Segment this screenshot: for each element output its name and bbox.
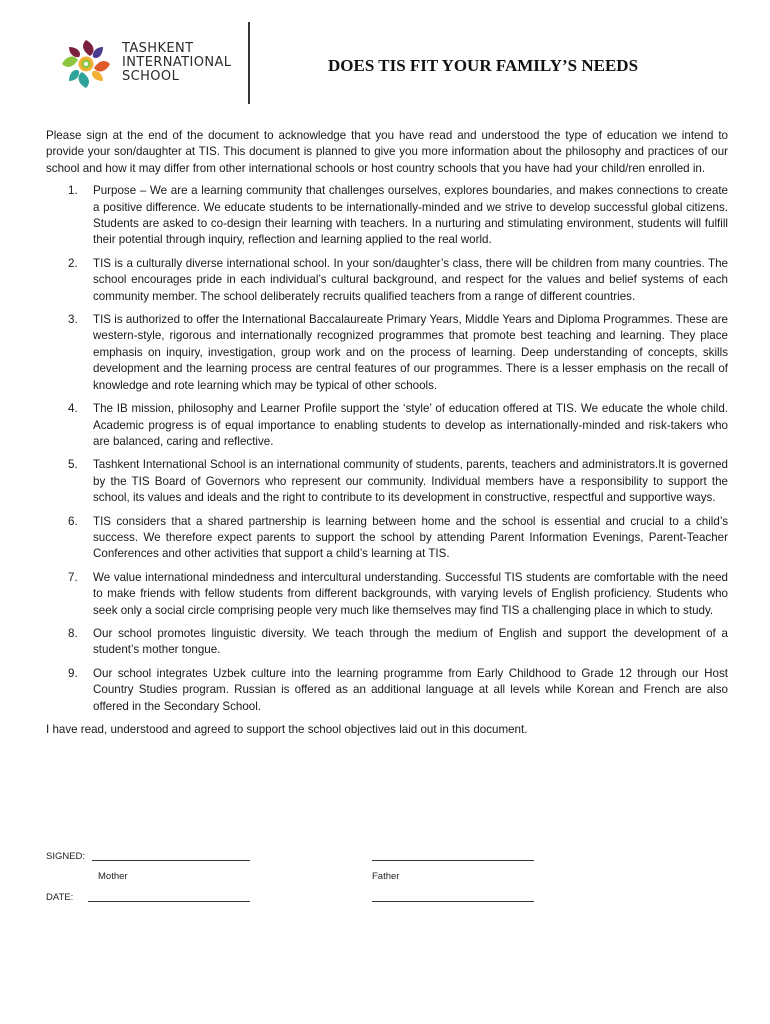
list-item-text: TIS is a culturally diverse international school. In your son/daughter’s class, there will be children from many countries. The school encourages pride in each individual’s cultural background, and respect for the values and belief systems of each community member. The school deliberately recruits qualified teachers from a range of different countries. [93,256,728,303]
school-name-line-1: TASHKENT [122,41,194,56]
mother-signature-line[interactable] [92,860,250,861]
school-name [122,42,231,84]
list-item-number: 8. [68,626,78,640]
list-item-text: The IB mission, philosophy and Learner Profile support the ‘style’ of education offered at TIS. We educate the whole child. Academic progress is of equal importance to enabling students to develop as internationally-minded and risk-takers who are balanced, caring and reflective. [93,402,728,448]
list-item-text: TIS is authorized to offer the International Baccalaureate Primary Years, Middle Years and Diploma Programmes. These are western-style, rigorous and internationally recognized programmes that promote best teaching and learning. They place emphasis on inquiry, investigation, group work and on the process of learning. Deep understanding of concepts, skills development and the learning process are central features of our programmes. There is a lesser emphasis on the recall of knowledge and rote learning which may be typical of other schools. [93,313,728,392]
list-item-text: Tashkent International School is an international community of students, parents, teachers and administrators.It is governed by the TIS Board of Governors who represent our community. Individual members have a responsibility to support the school, its values and ideals and the right to contribute to its development in constructive, respectful and supportive ways. [93,458,728,505]
intro-paragraph: Please sign at the end of the document to acknowledge that you have read and understood the type of education we intend to provide your son/daughter at TIS. This document is planned to give you more information about the philosophy and practices of our school and how it may differ from other international schools or host country schools that you have had your child/ren enrolled in. [46,129,728,175]
list-item [46,401,728,450]
list-item-text: Our school promotes linguistic diversity. We teach through the medium of English and support the development of a student’s mother tongue. [93,626,728,657]
list-item-number: 3. [68,313,78,327]
father-signature-line[interactable] [372,860,534,861]
list-item [46,457,728,506]
list-item [46,183,728,249]
list-item-text: Purpose – We are a learning community that challenges ourselves, explores boundaries, and makes connections to create a positive difference. We educate students to be internationally-minded and we strive to develop successful global citizens. Students are asked to co-design their learning with teachers. In a nurturing and stimulating environment, students will fulfill their potential through inquiry, reflection and learning applied to the real world. [93,184,728,247]
father-label: Father [372,871,400,882]
acknowledgement-statement: I have read, understood and agreed to support the school objectives laid out in this document. [46,723,528,736]
document-body [46,128,728,738]
list-item-text: We value international mindedness and intercultural understanding. Successful TIS students are comfortable with the need to make friends with fellow students from different backgrounds, with varying levels of English proficiency. Students who seek only a social circle comprising people very much like themselves may find TIS a challenging place in which to study. [93,570,728,617]
header-divider [248,22,250,104]
flower-logo-icon [60,38,112,90]
list-item-text: TIS considers that a shared partnership is learning between home and the school is essential and crucial to a child’s success. We therefore expect parents to support the school by attending Parent Information Evenings, Parent-Teacher Conferences and other activities that support a child’s learning at TIS. [93,514,728,561]
list-item [46,626,728,659]
mother-date-line[interactable] [88,901,250,902]
list-item-text: Our school integrates Uzbek culture into the learning programme from Early Childhood to Grade 12 through our Host Country Studies program. Russian is offered as an additional language at all levels while Korean and French are also offered in the Secondary School. [93,666,728,713]
school-name-line-3: SCHOOL [122,69,180,84]
expectations-list [46,183,728,715]
list-item-number: 6. [68,514,78,528]
list-item-number: 5. [68,458,78,472]
list-item [46,514,728,563]
list-item [46,312,728,394]
document-title: DOES TIS FIT YOUR FAMILY’S NEEDS [328,56,639,75]
list-item [46,256,728,305]
list-item-number: 4. [68,402,78,416]
list-item-number: 2. [68,256,78,270]
document-header [0,0,770,110]
mother-label: Mother [98,871,128,882]
school-name-line-2: INTERNATIONAL [122,55,232,70]
list-item [46,666,728,715]
list-item-number: 9. [68,666,78,680]
father-date-line[interactable] [372,901,534,902]
list-item [46,570,728,619]
date-label: DATE: [46,892,74,903]
list-item-number: 1. [68,184,78,198]
signed-label: SIGNED: [46,851,86,862]
list-item-number: 7. [68,570,78,584]
